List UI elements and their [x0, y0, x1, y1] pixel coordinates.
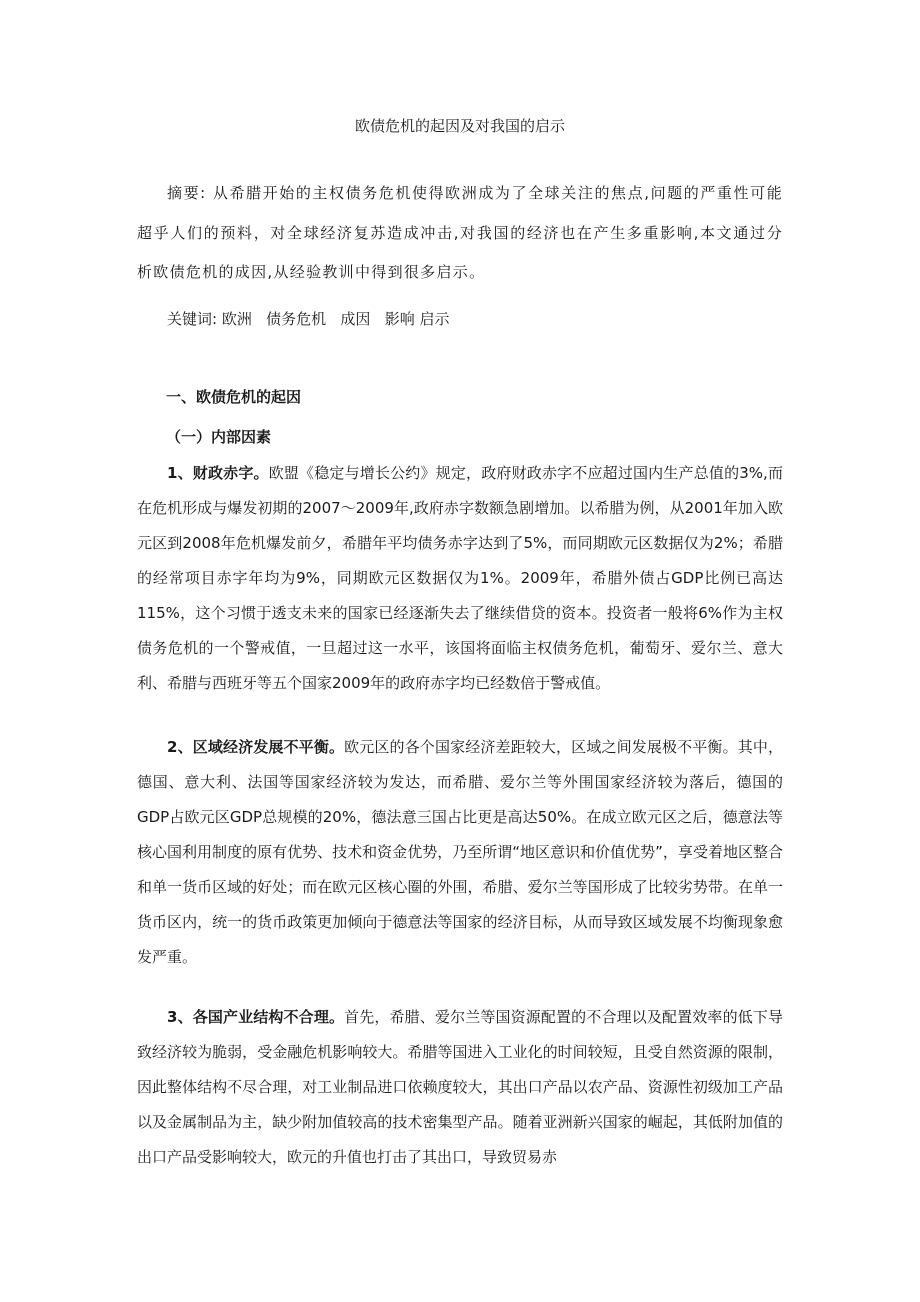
paragraph-text	[137, 456, 783, 701]
body-paragraph-3	[137, 1000, 783, 1175]
body-paragraph-1	[137, 456, 783, 701]
paragraph-text	[137, 730, 783, 975]
abstract-paragraph: 摘要: 从希腊开始的主权债务危机使得欧洲成为了全球关注的焦点,问题的严重性可能超乎人们的预料，对全球经济复苏造成冲击,对我国的经济也在产生多重影响,本文通过分析欧债危机的成因,从经验教训中得到很多启示。	[137, 184, 783, 281]
paragraph-text	[137, 1000, 783, 1175]
document-title: 欧债危机的起因及对我国的启示	[354, 117, 565, 135]
paragraph-body: 欧元区的各个国家经济差距较大，区域之间发展极不平衡。其中，德国、意大利、法国等国家经济较为发达，而希腊、爱尔兰等外围国家经济较为落后，德国的GDP占欧元区GDP总规模的20%，德法意三国占比更是高达50%。在成立欧元区之后，德意法等核心国利用制度的原有优势、技术和资金优势，乃至所谓“地区意识和价值优势”，享受着地区整合和单一货币区域的好处；而在欧元区核心圈的外围，希腊、爱尔兰等国形成了比较劣势带。在单一货币区内，统一的货币政策更加倾向于德意法等国家的经济目标，从而导致区域发展不均衡现象愈发严重。	[137, 738, 783, 966]
subsection-heading: （一）内部因素	[166, 428, 272, 446]
body-paragraph-2	[137, 730, 783, 975]
paragraph-lead: 3、各国产业结构不合理。	[167, 1008, 345, 1026]
abstract-block	[137, 174, 783, 293]
keywords-line: 关键词: 欧洲 债务危机 成因 影响 启示	[167, 310, 450, 328]
paragraph-body: 欧盟《稳定与增长公约》规定，政府财政赤字不应超过国内生产总值的3%,而在危机形成与爆发初期的2007～2009年,政府赤字数额急剧增加。以希腊为例，从2001年加入欧元区到2008年危机爆发前夕，希腊年平均债务赤字达到了5%，而同期欧元区数据仅为2%；希腊的经常项目赤字年均为9%，同期欧元区数据仅为1%。2009年，希腊外债占GDP比例已高达115%，这个习惯于透支未来的国家已经逐渐失去了继续借贷的资本。投资者一般将6%作为主权债务危机的一个警戒值，一旦超过这一水平，该国将面临主权债务危机，葡萄牙、爱尔兰、意大利、希腊与西班牙等五个国家2009年的政府赤字均已经数倍于警戒值。	[137, 464, 783, 692]
paragraph-lead: 2、区域经济发展不平衡。	[167, 738, 345, 756]
paragraph-body: 首先，希腊、爱尔兰等国资源配置的不合理以及配置效率的低下导致经济较为脆弱，受金融危机影响较大。希腊等国进入工业化的时间较短，且受自然资源的限制，因此整体结构不尽合理，对工业制品进口依赖度较大，其出口产品以农产品、资源性初级加工产品以及金属制品为主，缺少附加值较高的技术密集型产品。随着亚洲新兴国家的崛起，其低附加值的出口产品受影响较大，欧元的升值也打击了其出口，导致贸易赤	[137, 1008, 783, 1166]
paragraph-lead: 1、财政赤字。	[167, 464, 269, 482]
section-heading: 一、欧债危机的起因	[166, 388, 302, 406]
